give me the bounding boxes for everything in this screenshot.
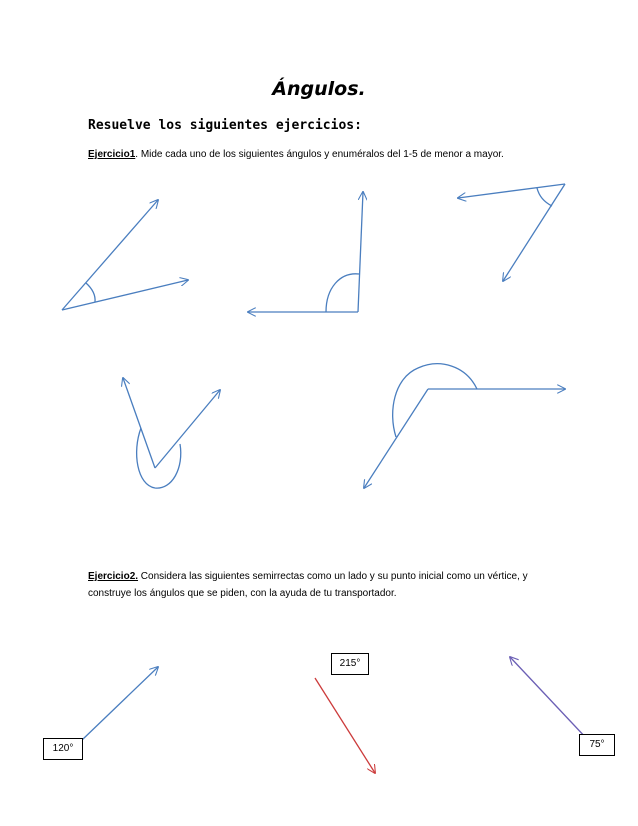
angle-5-arc xyxy=(393,364,477,437)
page-title: Ángulos. xyxy=(272,78,366,100)
angle-1-ray-upper xyxy=(62,200,158,310)
angle-4-ray-right xyxy=(155,390,220,468)
exercise-1-text: . Mide cada uno de los siguientes ángulos y enuméralos del 1-5 de menor a mayor. xyxy=(135,149,504,160)
angle-4-arc xyxy=(137,428,181,488)
exercise-2-ray-3 xyxy=(510,657,588,740)
angle-tag-120: 120° xyxy=(43,738,83,760)
angle-4-ray-left xyxy=(123,378,155,468)
angle-3-ray-left xyxy=(458,184,565,198)
angle-1-arc xyxy=(86,283,95,302)
instructions-heading: Resuelve los siguientes ejercicios: xyxy=(88,118,362,133)
angle-5-ray-down xyxy=(364,389,428,488)
angle-5-figure xyxy=(364,364,565,488)
angle-4-figure xyxy=(123,378,220,488)
angle-3-arc xyxy=(537,188,552,206)
exercise-2-text: Considera las siguientes semirrectas como un lado y su punto inicial como un vértice, y construye los ángulos que se piden, con la ayuda de tu transportador. xyxy=(88,571,528,599)
exercise-2-label: Ejercicio2. xyxy=(88,571,139,582)
angle-2-figure xyxy=(248,192,363,312)
angle-1-ray-lower xyxy=(62,280,188,310)
exercise-2-ray-1 xyxy=(82,667,158,740)
exercise-2-ray-2 xyxy=(315,678,375,773)
angle-3-figure xyxy=(458,184,565,281)
angle-3-ray-down xyxy=(503,184,565,281)
angle-1-figure xyxy=(62,200,188,310)
angle-tag-215: 215° xyxy=(331,653,369,675)
exercise-1-label: Ejercicio1 xyxy=(88,149,136,160)
angle-2-ray-vertical xyxy=(358,192,363,312)
angle-2-arc xyxy=(326,274,359,312)
angle-tag-75: 75° xyxy=(579,734,615,756)
